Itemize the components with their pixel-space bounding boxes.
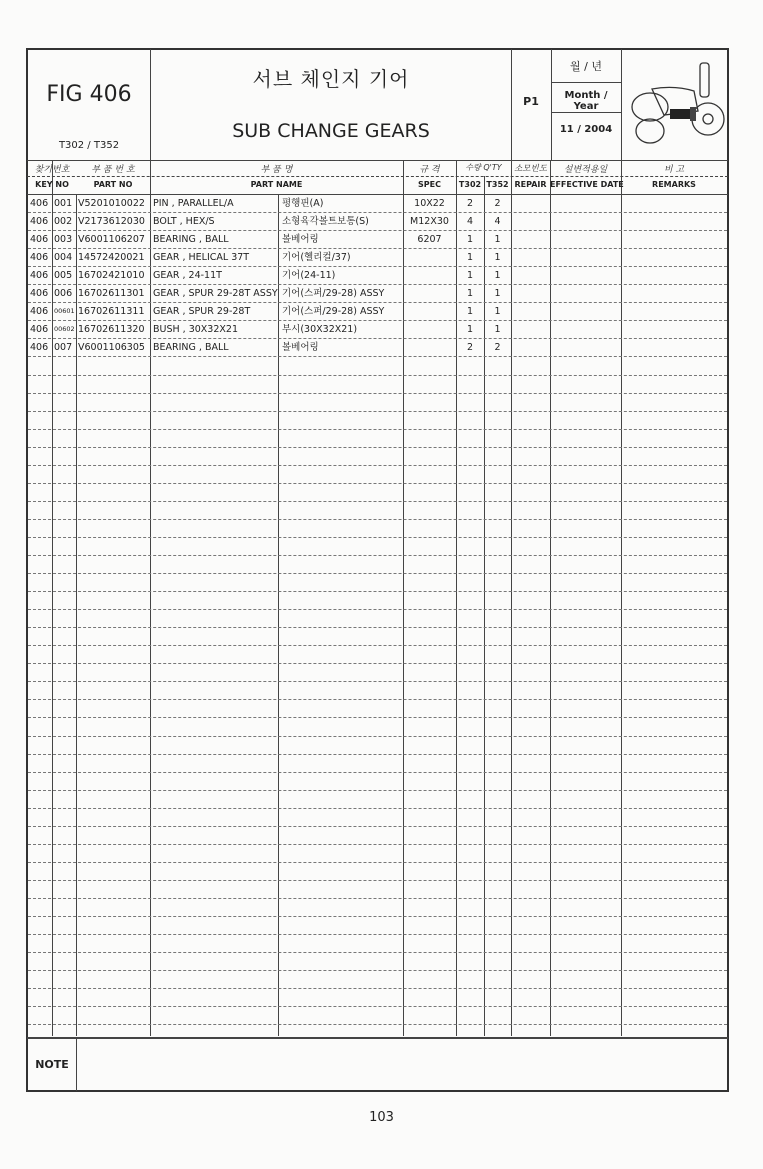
cell-spec <box>403 303 456 320</box>
row-divider <box>28 591 727 592</box>
cell-t352: 1 <box>494 306 501 318</box>
rule <box>76 1037 77 1091</box>
cell-fig: 406 <box>30 234 49 246</box>
figure-number: FIG 406 <box>46 82 132 107</box>
cell-t352: 1 <box>494 288 501 300</box>
cell-part-no: V2173612030 <box>78 216 145 228</box>
cell-t302: 2 <box>466 198 474 209</box>
row-divider <box>28 880 727 881</box>
row-divider <box>28 447 727 448</box>
cell-fig: 406 <box>30 288 49 300</box>
rule <box>621 49 622 161</box>
rule <box>511 49 512 161</box>
cell-name-eng: PIN , PARALLEL/A <box>153 198 234 209</box>
cell-name-kor: 볼베어링 <box>282 342 319 354</box>
cell-key: 007 <box>54 342 73 354</box>
cell-name-kor: 기어(스퍼/29-28) ASSY <box>282 306 385 318</box>
cell-name-kor: 부시(30X32X21) <box>282 324 358 336</box>
cell-t352: 2 <box>494 342 501 354</box>
cell-name-eng: BUSH , 30X32X21 <box>153 324 238 336</box>
row-divider <box>28 862 727 863</box>
cell-fig: 406 <box>30 324 49 336</box>
cell-name-eng: BEARING , BALL <box>153 342 229 354</box>
note-label: NOTE <box>35 1058 69 1071</box>
cell-t352: 1 <box>494 270 501 282</box>
row-divider <box>28 555 727 556</box>
row-divider <box>28 952 727 953</box>
rule <box>27 176 728 177</box>
row-divider <box>28 970 727 971</box>
rule <box>550 160 551 1036</box>
row-divider <box>28 501 727 502</box>
rule <box>511 160 512 1036</box>
row-divider <box>28 988 727 989</box>
effective-date-header-kor: 설변적용일 <box>563 165 608 175</box>
cell-t352: 1 <box>494 252 501 264</box>
part-no-header: PART NO <box>93 180 133 189</box>
cell-part-no: V6001106305 <box>78 342 145 354</box>
page-number: 103 <box>369 1110 394 1125</box>
spec-header-kor: 규 격 <box>419 165 440 175</box>
row-divider <box>28 519 727 520</box>
cell-t352: 2 <box>494 198 501 209</box>
cell-t302: 1 <box>466 270 474 282</box>
row-divider <box>28 266 727 267</box>
cell-t352: 1 <box>494 324 501 336</box>
row-divider <box>28 483 727 484</box>
cell-key: 00602 <box>54 325 75 334</box>
row-divider <box>28 699 727 700</box>
effective-date-header: EFFECTIVE DATE <box>550 180 624 189</box>
row-divider <box>28 284 727 285</box>
row-divider <box>28 609 727 610</box>
remarks-header-kor: 비 고 <box>663 165 685 175</box>
rule <box>150 49 151 161</box>
cell-fig: 406 <box>30 252 49 264</box>
qty-header-kor: 수량 Q'TY <box>465 163 502 172</box>
cell-name-eng: GEAR , SPUR 29-28T <box>153 306 251 318</box>
cell-part-no: 16702421010 <box>78 270 145 282</box>
part-no-header-kor: 부 품 번 호 <box>91 165 135 175</box>
key-no-header: KEY NO <box>35 180 69 189</box>
cell-spec <box>403 285 456 302</box>
cell-name-kor: 기어(스퍼/29-28) ASSY <box>282 288 385 300</box>
cell-t302: 1 <box>466 288 474 300</box>
rule <box>27 160 728 161</box>
rule <box>551 49 552 161</box>
qty-t352-header: T352 <box>486 180 509 189</box>
cell-spec <box>403 321 456 338</box>
rule <box>52 160 53 1036</box>
row-divider <box>28 465 727 466</box>
cell-t302: 1 <box>466 252 474 264</box>
cell-name-kor: 볼베어링 <box>282 234 319 246</box>
cell-spec: 6207 <box>417 234 442 246</box>
cell-key: 002 <box>54 216 73 228</box>
row-divider <box>28 248 727 249</box>
cell-key: 004 <box>54 252 73 264</box>
cell-key: 001 <box>54 198 73 209</box>
cell-fig: 406 <box>30 198 49 209</box>
row-divider <box>28 681 727 682</box>
row-divider <box>28 393 727 394</box>
row-divider <box>28 808 727 809</box>
cell-part-no: 16702611301 <box>78 288 145 300</box>
rule <box>551 82 621 83</box>
cell-name-eng: BOLT , HEX/S <box>153 216 215 228</box>
row-divider <box>28 898 727 899</box>
row-divider <box>28 772 727 773</box>
cell-name-kor: 평행핀(A) <box>282 198 324 209</box>
cell-name-kor: 소형육각볼트보통(S) <box>282 216 369 228</box>
cell-name-eng: GEAR , 24-11T <box>153 270 222 282</box>
tractor-icon <box>624 55 726 155</box>
cell-fig: 406 <box>30 342 49 354</box>
row-divider <box>28 1024 727 1025</box>
row-divider <box>28 302 727 303</box>
row-divider <box>28 663 727 664</box>
cell-t302: 2 <box>466 342 474 354</box>
rule <box>150 160 151 1036</box>
cell-spec <box>403 249 456 266</box>
row-divider <box>28 754 727 755</box>
cell-part-no: 16702611311 <box>78 306 145 318</box>
key-no-header-kor: 찾기번호 <box>34 165 70 175</box>
rule <box>621 160 622 1036</box>
row-divider <box>28 537 727 538</box>
row-divider <box>28 717 727 718</box>
cell-t352: 4 <box>494 216 501 228</box>
part-name-header: PART NAME <box>250 180 303 189</box>
row-divider <box>28 736 727 737</box>
row-divider <box>28 934 727 935</box>
cell-name-eng: BEARING , BALL <box>153 234 229 246</box>
row-divider <box>28 338 727 339</box>
cell-name-kor: 기어(24-11) <box>282 270 336 282</box>
qty-t302-header: T302 <box>458 180 482 189</box>
cell-part-no: V5201010022 <box>78 198 145 209</box>
cell-spec <box>403 339 456 356</box>
row-divider <box>28 645 727 646</box>
row-divider <box>28 573 727 574</box>
row-divider <box>28 320 727 321</box>
korean-title: 서브 체인지 기어 <box>252 67 410 91</box>
cell-part-no: 14572420021 <box>78 252 145 264</box>
cell-t302: 1 <box>466 324 474 336</box>
row-divider <box>28 375 727 376</box>
rule <box>27 1037 728 1039</box>
page-code: P1 <box>523 95 539 108</box>
english-title: SUB CHANGE GEARS <box>232 120 430 142</box>
cell-spec: 10X22 <box>414 198 445 209</box>
repair-header-kor: 소모빈도 <box>514 164 547 174</box>
cell-t302: 1 <box>466 306 474 318</box>
rule <box>551 112 621 113</box>
remarks-header: REMARKS <box>652 180 696 189</box>
cell-fig: 406 <box>30 216 49 228</box>
month-year-korean: 월 / 년 <box>570 60 602 73</box>
model-label: T302 / T352 <box>58 140 120 151</box>
cell-spec: M12X30 <box>410 216 449 228</box>
row-divider <box>28 411 727 412</box>
cell-spec <box>403 267 456 284</box>
cell-name-kor: 기어(헬리컬/37) <box>282 252 351 264</box>
cell-t302: 1 <box>466 234 474 246</box>
cell-part-no: 16702611320 <box>78 324 145 336</box>
row-divider <box>28 356 727 357</box>
month-year-label: Month / Year <box>564 90 608 112</box>
row-divider <box>28 212 727 213</box>
cell-key: 00601 <box>54 307 75 316</box>
cell-t352: 1 <box>494 234 501 246</box>
month-year-value: 11 / 2004 <box>559 124 613 135</box>
row-divider <box>28 844 727 845</box>
cell-t302: 4 <box>466 216 474 228</box>
cell-fig: 406 <box>30 270 49 282</box>
row-divider <box>28 916 727 917</box>
cell-fig: 406 <box>30 306 49 318</box>
row-divider <box>28 826 727 827</box>
row-divider <box>28 1006 727 1007</box>
cell-key: 006 <box>54 288 73 300</box>
cell-key: 003 <box>54 234 73 246</box>
row-divider <box>28 790 727 791</box>
spec-header: SPEC <box>418 180 441 189</box>
part-name-header-kor: 부 품 명 <box>260 165 293 175</box>
row-divider <box>28 230 727 231</box>
cell-part-no: V6001106207 <box>78 234 145 246</box>
cell-key: 005 <box>54 270 73 282</box>
repair-header: REPAIR <box>514 180 547 189</box>
row-divider <box>28 627 727 628</box>
row-divider <box>28 429 727 430</box>
cell-name-eng: GEAR , SPUR 29-28T ASSY <box>153 288 278 300</box>
cell-name-eng: GEAR , HELICAL 37T <box>153 252 250 264</box>
